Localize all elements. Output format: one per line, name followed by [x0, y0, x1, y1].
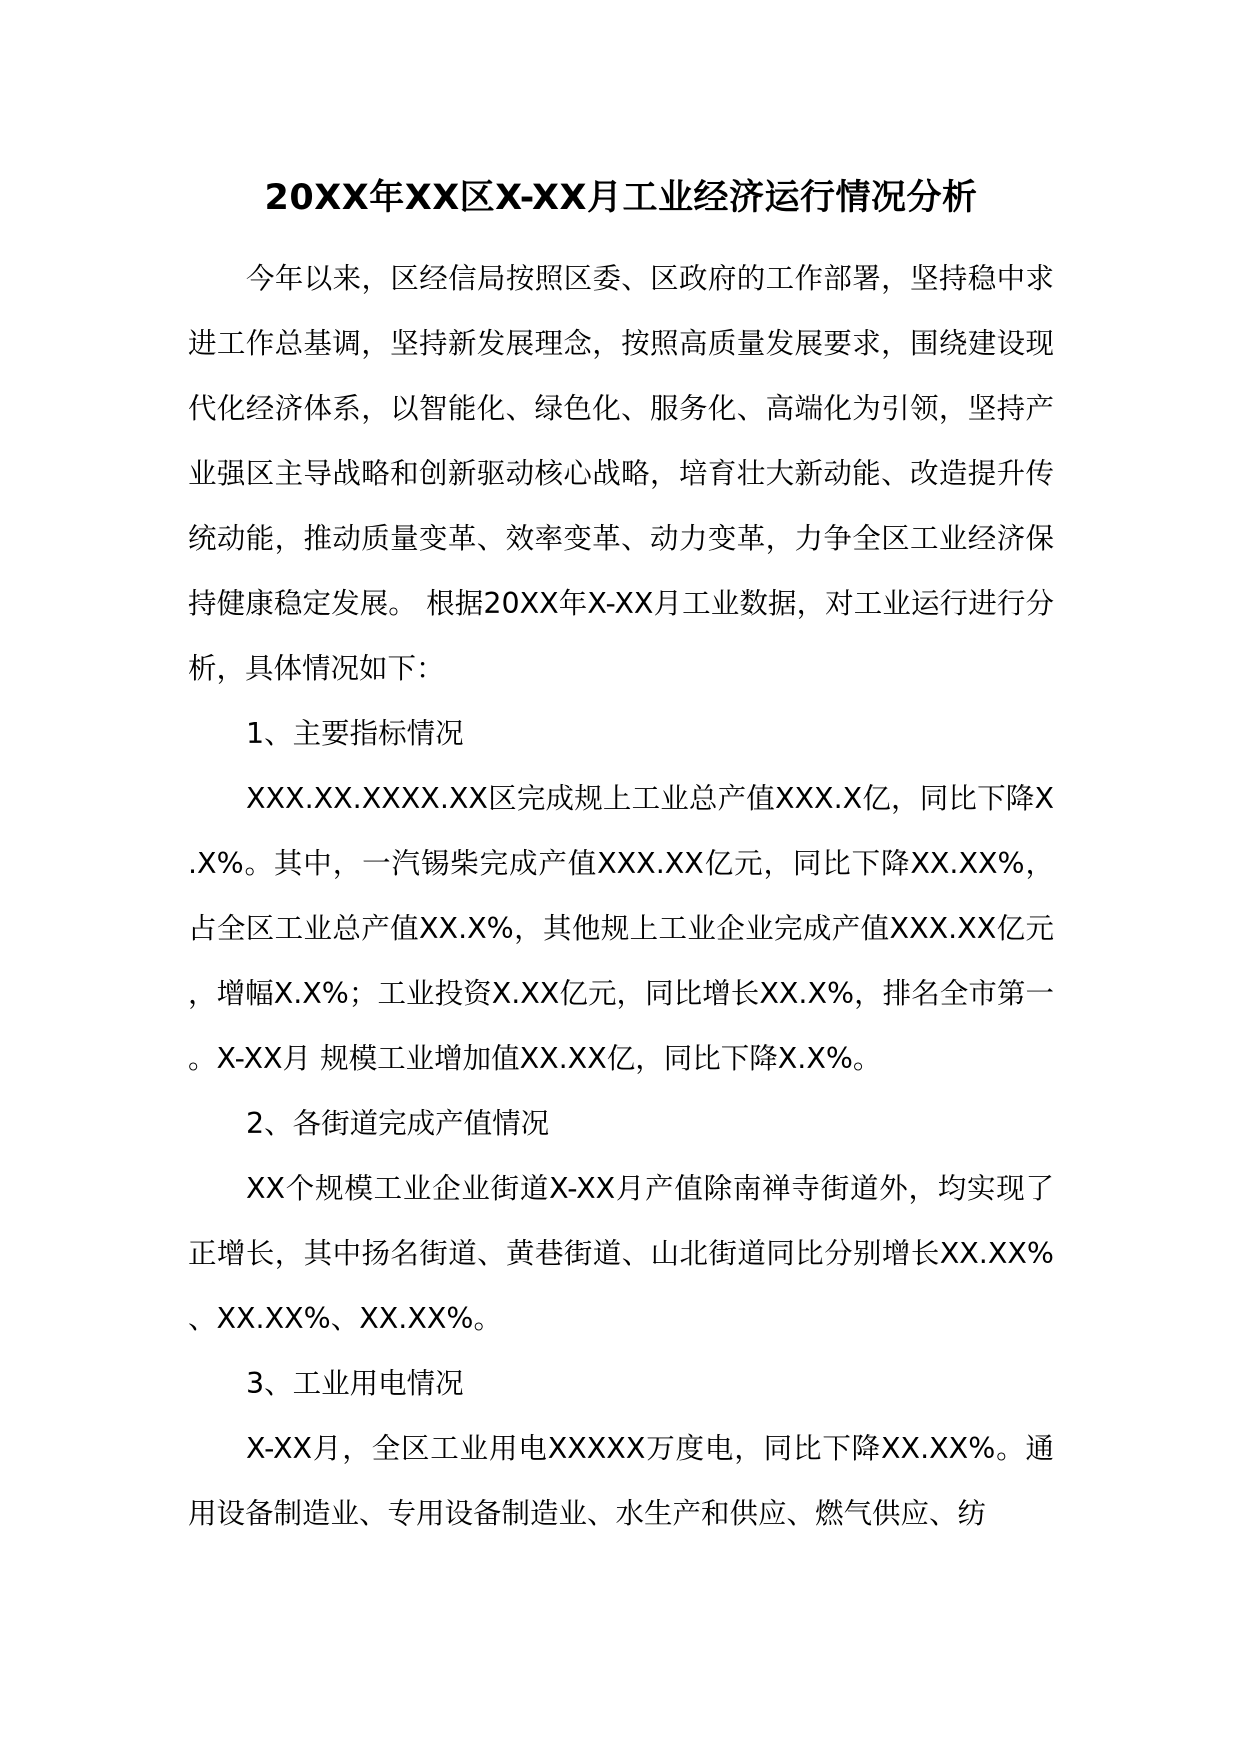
section-body-3: X-XX月，全区工业用电XXXXX万度电，同比下降XX.XX%。通用设备制造业、专用设备制造业、水生产和供应、燃气供应、纺 [188, 1432, 1054, 1530]
document-page [188, 150, 1054, 1546]
section-heading-3: 3、工业用电情况 [246, 1367, 464, 1400]
section-heading-1: 1、主要指标情况 [246, 717, 464, 750]
section-heading-2: 2、各街道完成产值情况 [246, 1107, 550, 1140]
section-body-1: XXX.XX.XXXX.XX区完成规上工业总产值XXX.X亿，同比下降X.X%。其中，一汽锡柴完成产值XXX.XX亿元，同比下降XX.XX%，占全区工业总产值XX.X%，其他规上工业企业完成产值XXX.XX亿元，增幅X.X%；工业投资X.XX亿元，同比增长XX.X%，排名全市第一。X-XX月 规模工业增加值XX.XX亿，同比下降X.X%。 [188, 782, 1054, 1075]
intro-paragraph: 今年以来，区经信局按照区委、区政府的工作部署，坚持稳中求进工作总基调，坚持新发展理念，按照高质量发展要求，围绕建设现代化经济体系，以智能化、绿色化、服务化、高端化为引领，坚持产业强区主导战略和创新驱动核心战略，培育壮大新动能、改造提升传统动能，推动质量变革、效率变革、动力变革，力争全区工业经济保持健康稳定发展。 根据20XX年X-XX月工业数据，对工业运行进行分析，具体情况如下： [188, 262, 1054, 685]
section-body-2: XX个规模工业企业街道X-XX月产值除南禅寺街道外，均实现了正增长，其中扬名街道、黄巷街道、山北街道同比分别增长XX.XX%、XX.XX%、XX.XX%。 [188, 1172, 1054, 1335]
document-title: 20XX年XX区X-XX月工业经济运行情况分析 [264, 178, 978, 218]
